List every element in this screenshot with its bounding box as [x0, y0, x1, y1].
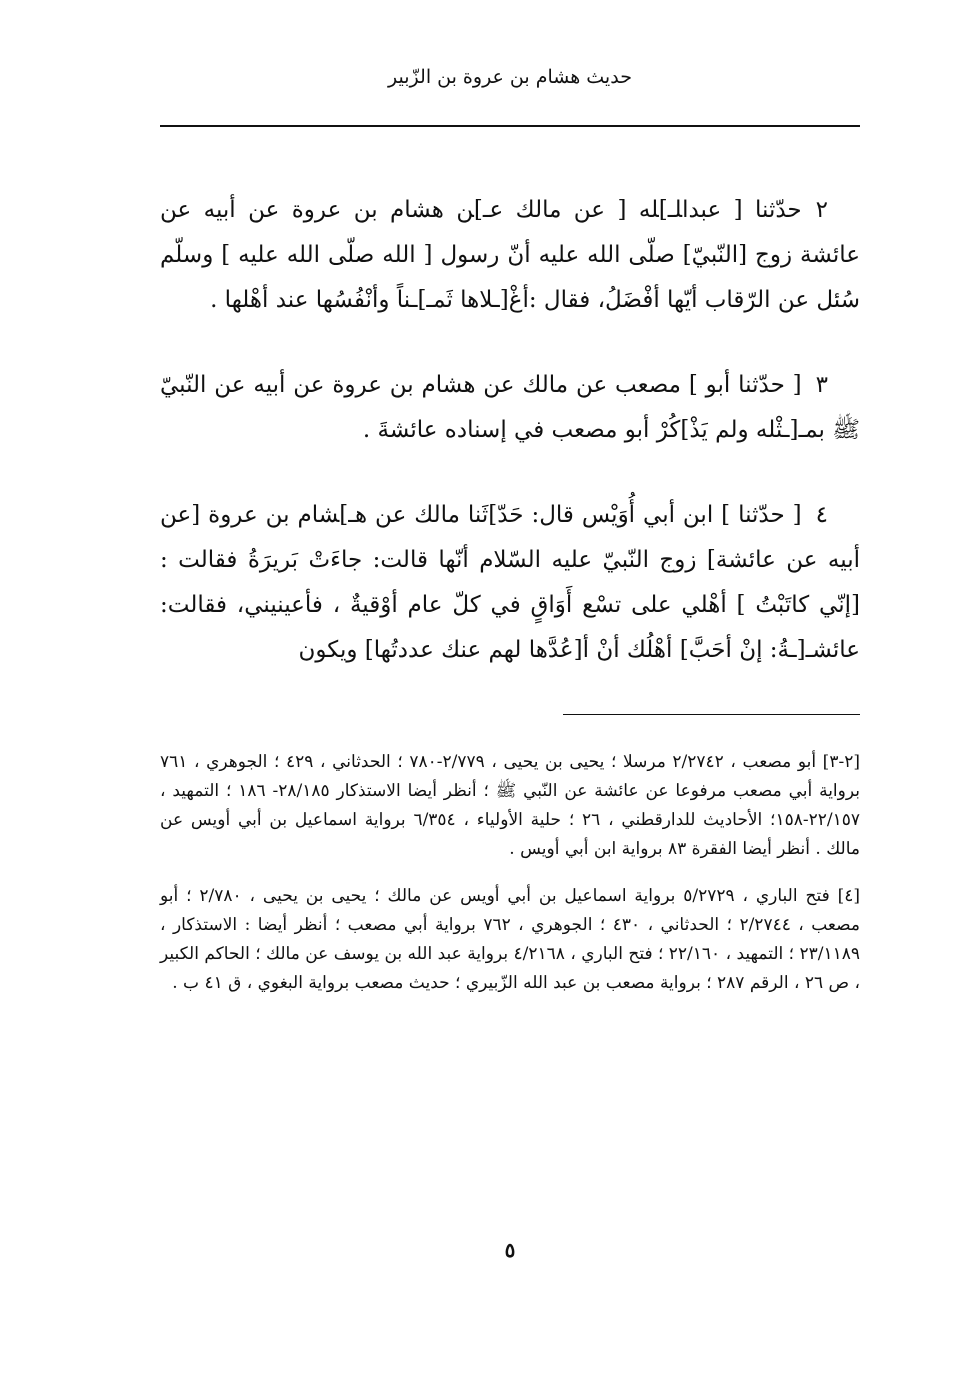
paragraph-number: ٣: [815, 372, 828, 398]
header-rule: [160, 125, 860, 127]
hadith-paragraph-3: [160, 363, 860, 453]
footnotes: [160, 748, 860, 1016]
paragraph-number: ٤: [815, 502, 828, 528]
footnote-4: [٤] فتح الباري ، ٥/٢٧٢٩ برواية اسماعيل بن أبي أويس عن مالك ؛ يحيى بن يحيى ، ٢/٧٨٠ ؛ أبو مصعب ، ٢/٢٧٤٤ ؛ الحدثاني ، ٤٣٠ ؛ الجوهري ، ٧٦٢ برواية أبي مصعب ؛ أنظر أيضا : الاستذكار ، ٢٣/١١٨٩ ؛ التمهيد ، ٢٢/١٦٠ ؛ فتح الباري ، ٤/٢١٦٨ برواية عبد الله بن يوسف عن مالك ؛ الحاكم الكبير ، ص ٢٦ ، الرقم ٢٨٧ ؛ برواية مصعب بن عبد الله الزّبيري ؛ حديث مصعب برواية البغوي ، ق ٤١ ب .: [160, 886, 860, 993]
paragraph-text: [ حدّثنا ] ابن أبي أُوَيْس قال: حَدّ]ثَنا مالك عن هـ]‍شام بن عروة [عن أبيه عن عائشة] زوج النّبيّ عليه السّلام أنّها قالت: جاءَتْ بَريرَةُ فقالت : [إنّي كاتَبْتُ ] أهْلي على تسْع أَوَاقٍ في كلّ عام أوْقيةٌ ، فأعينيني، فقالت: عائشـ[ـةُ: إنْ أحَبَّ] أهْلُك أنْ أ[عُدَّها لهم عنك عددتُها] ويكون: [160, 502, 860, 663]
footnote-2-3: [٢-٣] أبو مصعب ، ٢/٢٧٤٢ مرسلا ؛ يحيى بن يحيى ، ٢/٧٧٩-٧٨٠ ؛ الحدثاني ، ٤٢٩ ؛ الجوهري ، ٧٦١ برواية أبي مصعب مرفوعا عن عائشة عن النّبي ﷺ ؛ أنظر أيضا الاستذكار ٢٨/١٨٥- ١٨٦ ؛ التمهيد ، ٢٢/١٥٧-١٥٨؛ الأحاديث للدارقطني ، ٢٦ ؛ حلية الأولياء ، ٦/٣٥٤ برواية اسماعيل بن أبي أويس عن مالك . أنظر أيضا الفقرة ٨٣ برواية ابن أبي أويس .: [160, 752, 860, 859]
paragraph-text: حدّثنا [ عبدا‍لـ]‍له [ عن مالك عـ]‍ن هشام بن عروة عن أبيه عن عائشة زوج [النّبيّ] صلّى الله عليه أنّ رسول [ الله صلّى الله عليه ] وسلّم سُئل عن الرّقاب أيّها أفْضَلُ، فقال :أغْ[ـلاها ثَمـ]ـناً وأنْفُسُها عند أهْلها .: [160, 197, 860, 313]
paragraph-number: ٢: [815, 197, 828, 223]
footnote-rule: [563, 714, 860, 715]
running-head: حديث هشام بن عروة بن الزّبير: [388, 66, 632, 88]
hadith-paragraph-2: [160, 188, 860, 323]
paragraph-text: [ حدّثنا أبو ] مصعب عن مالك عن هشام بن عروة عن أبيه عن النّبيّ ﷺ بمـ[ـثْله ولم يَذْ]كُرْ أبو مصعب في إسناده عائشةَ .: [160, 372, 860, 443]
main-text: [160, 188, 860, 713]
page-number: ٥: [504, 1238, 516, 1262]
hadith-paragraph-4: [160, 493, 860, 673]
